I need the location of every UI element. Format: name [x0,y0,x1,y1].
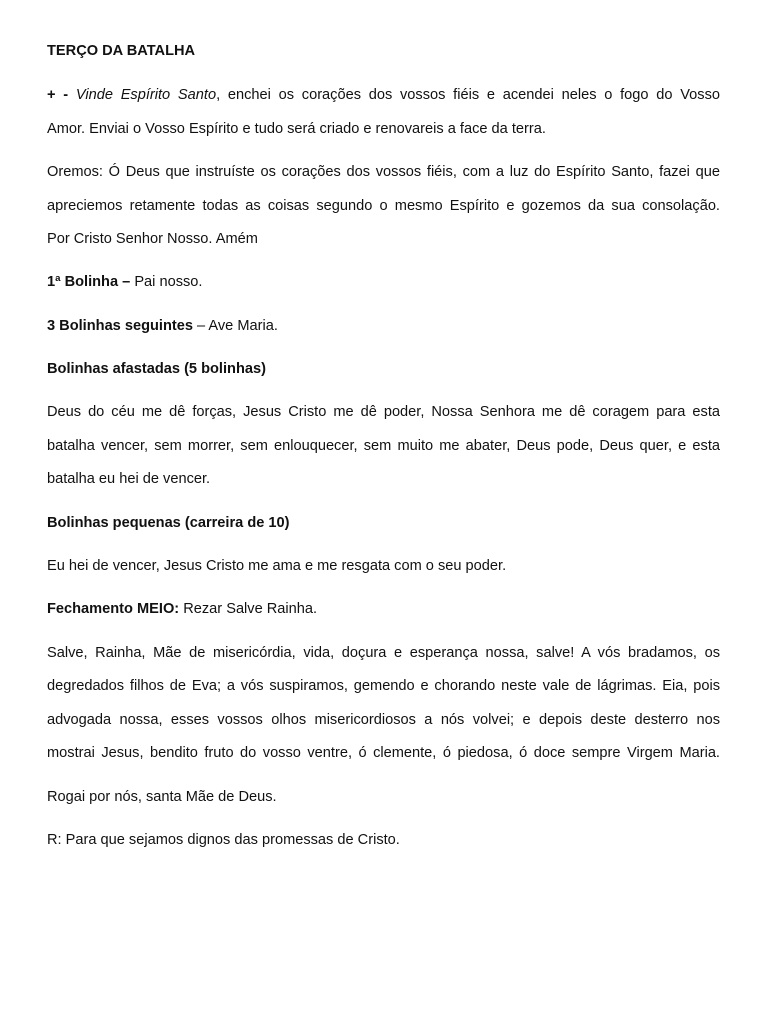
three-beads-label: 3 Bolinhas seguintes [47,318,193,334]
small-beads-heading [47,514,720,532]
first-bead-line [47,273,720,291]
separated-beads-heading-text: Bolinhas afastadas (5 bolinhas) [47,361,266,377]
separated-beads-line-1: Deus do céu me dê forças, Jesus Cristo me dê poder, Nossa Senhora me dê coragem para esta [47,404,720,420]
invocation-marker: + - [47,87,69,103]
small-beads-heading-text: Bolinhas pequenas (carreira de 10) [47,515,290,531]
closing-text: Rezar Salve Rainha. [179,601,318,617]
salve-rainha-line-4: mostrai Jesus, bendito fruto do vosso ventre, ó clemente, ó piedosa, ó doce sempre Virgem Maria. [47,745,720,761]
salve-rainha-line-3: advogada nossa, esses vossos olhos misericordiosos a nós volvei; e depois deste desterro nos [47,712,720,728]
small-beads-text: Eu hei de vencer, Jesus Cristo me ama e me resgata com o seu poder. [47,558,507,574]
separated-beads-heading [47,360,720,378]
invocation-italic: Vinde Espírito Santo [75,87,217,103]
first-bead-text: Pai nosso. [130,274,203,290]
invocation-line-1 [47,86,720,104]
oremos-line-3: Por Cristo Senhor Nosso. Amém [47,231,258,247]
closing-line [47,600,720,618]
salve-rainha-line-2: degredados filhos de Eva; a vós suspiramos, gemendo e chorando neste vale de lágrimas. Eia, pois [47,678,720,694]
title-text: TERÇO DA BATALHA [47,43,196,59]
invocation-line1-rest: , enchei os corações dos vossos fiéis e acendei neles o fogo do Vosso [216,87,720,103]
three-beads-text: – Ave Maria. [192,318,278,334]
first-bead-label: 1ª Bolinha – [47,274,131,290]
separated-beads-line-3: batalha eu hei de vencer. [47,471,211,487]
three-beads-line [47,317,720,335]
separated-beads-line-2: batalha vencer, sem morrer, sem enlouquecer, sem muito me abater, Deus pode, Deus quer, e esta [47,438,720,454]
oremos-line-2: apreciemos retamente todas as coisas segundo o mesmo Espírito e gozemos da sua consolação. [47,198,720,214]
closing-label: Fechamento MEIO: [47,601,180,617]
salve-rainha-line-1: Salve, Rainha, Mãe de misericórdia, vida, doçura e esperança nossa, salve! A vós bradamos, os [47,645,720,661]
oremos-line-1: Oremos: Ó Deus que instruíste os corações dos vossos fiéis, com a luz do Espírito Santo, fazei que [47,164,720,180]
rogai-line: Rogai por nós, santa Mãe de Deus. [47,789,277,805]
response-line: R: Para que sejamos dignos das promessas de Cristo. [47,832,400,848]
document-title [47,42,720,60]
invocation-line-2: Amor. Enviai o Vosso Espírito e tudo será criado e renovareis a face da terra. [47,121,546,137]
